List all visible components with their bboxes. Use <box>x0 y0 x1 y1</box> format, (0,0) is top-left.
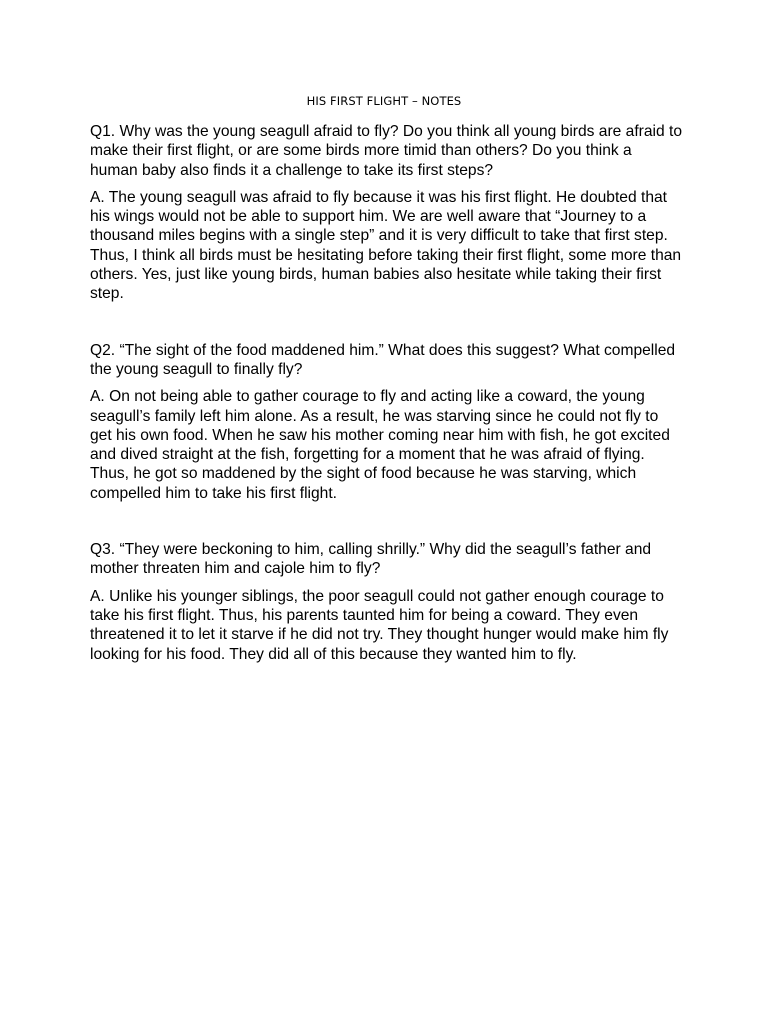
question-3: Q3. “They were beckoning to him, calling shrilly.” Why did the seagull’s father and mother threaten him and cajole him to fly? <box>90 541 652 578</box>
question-2: Q2. “The sight of the food maddened him.” What does this suggest? What compelled the young seagull to finally fly? <box>90 341 676 378</box>
answer-2: A. On not being able to gather courage to fly and acting like a coward, the young seagull’s family left him alone. As a result, he was starving since he could not fly to get his own food. When he saw his mother coming near him with fish, he got excited and dived straight at the fish, forgetting for a moment that he was afraid of flying. Thus, he got so maddened by the sight of food because he was starving, which compelled him to take his first flight. <box>90 388 670 502</box>
document-title: HIS FIRST FLIGHT – NOTES <box>306 94 462 108</box>
answer-3: A. Unlike his younger siblings, the poor seagull could not gather enough courage to take his first flight. Thus, his parents taunted him for being a coward. They even threatened it to let it starve if he did not try. They thought hunger would make him fly looking for his food. They did all of this because they wanted him to fly. <box>90 587 669 663</box>
question-1: Q1. Why was the young seagull afraid to fly? Do you think all young birds are afraid to make their first flight, or are some birds more timid than others? Do you think a human baby also finds it a challenge to take its first steps? <box>90 123 683 179</box>
qa-block-2 <box>90 341 682 503</box>
document-body <box>90 122 682 664</box>
qa-block-1 <box>90 122 682 304</box>
answer-1: A. The young seagull was afraid to fly because it was his first flight. He doubted that his wings would not be able to support him. We are well aware that “Journey to a thousand miles begins with a single step” and it is very difficult to take that first step. Thus, I think all birds must be hesitating before taking their first flight, some more than others. Yes, just like young birds, human babies also hesitate while taking their first step. <box>90 188 682 303</box>
qa-block-3 <box>90 540 682 664</box>
